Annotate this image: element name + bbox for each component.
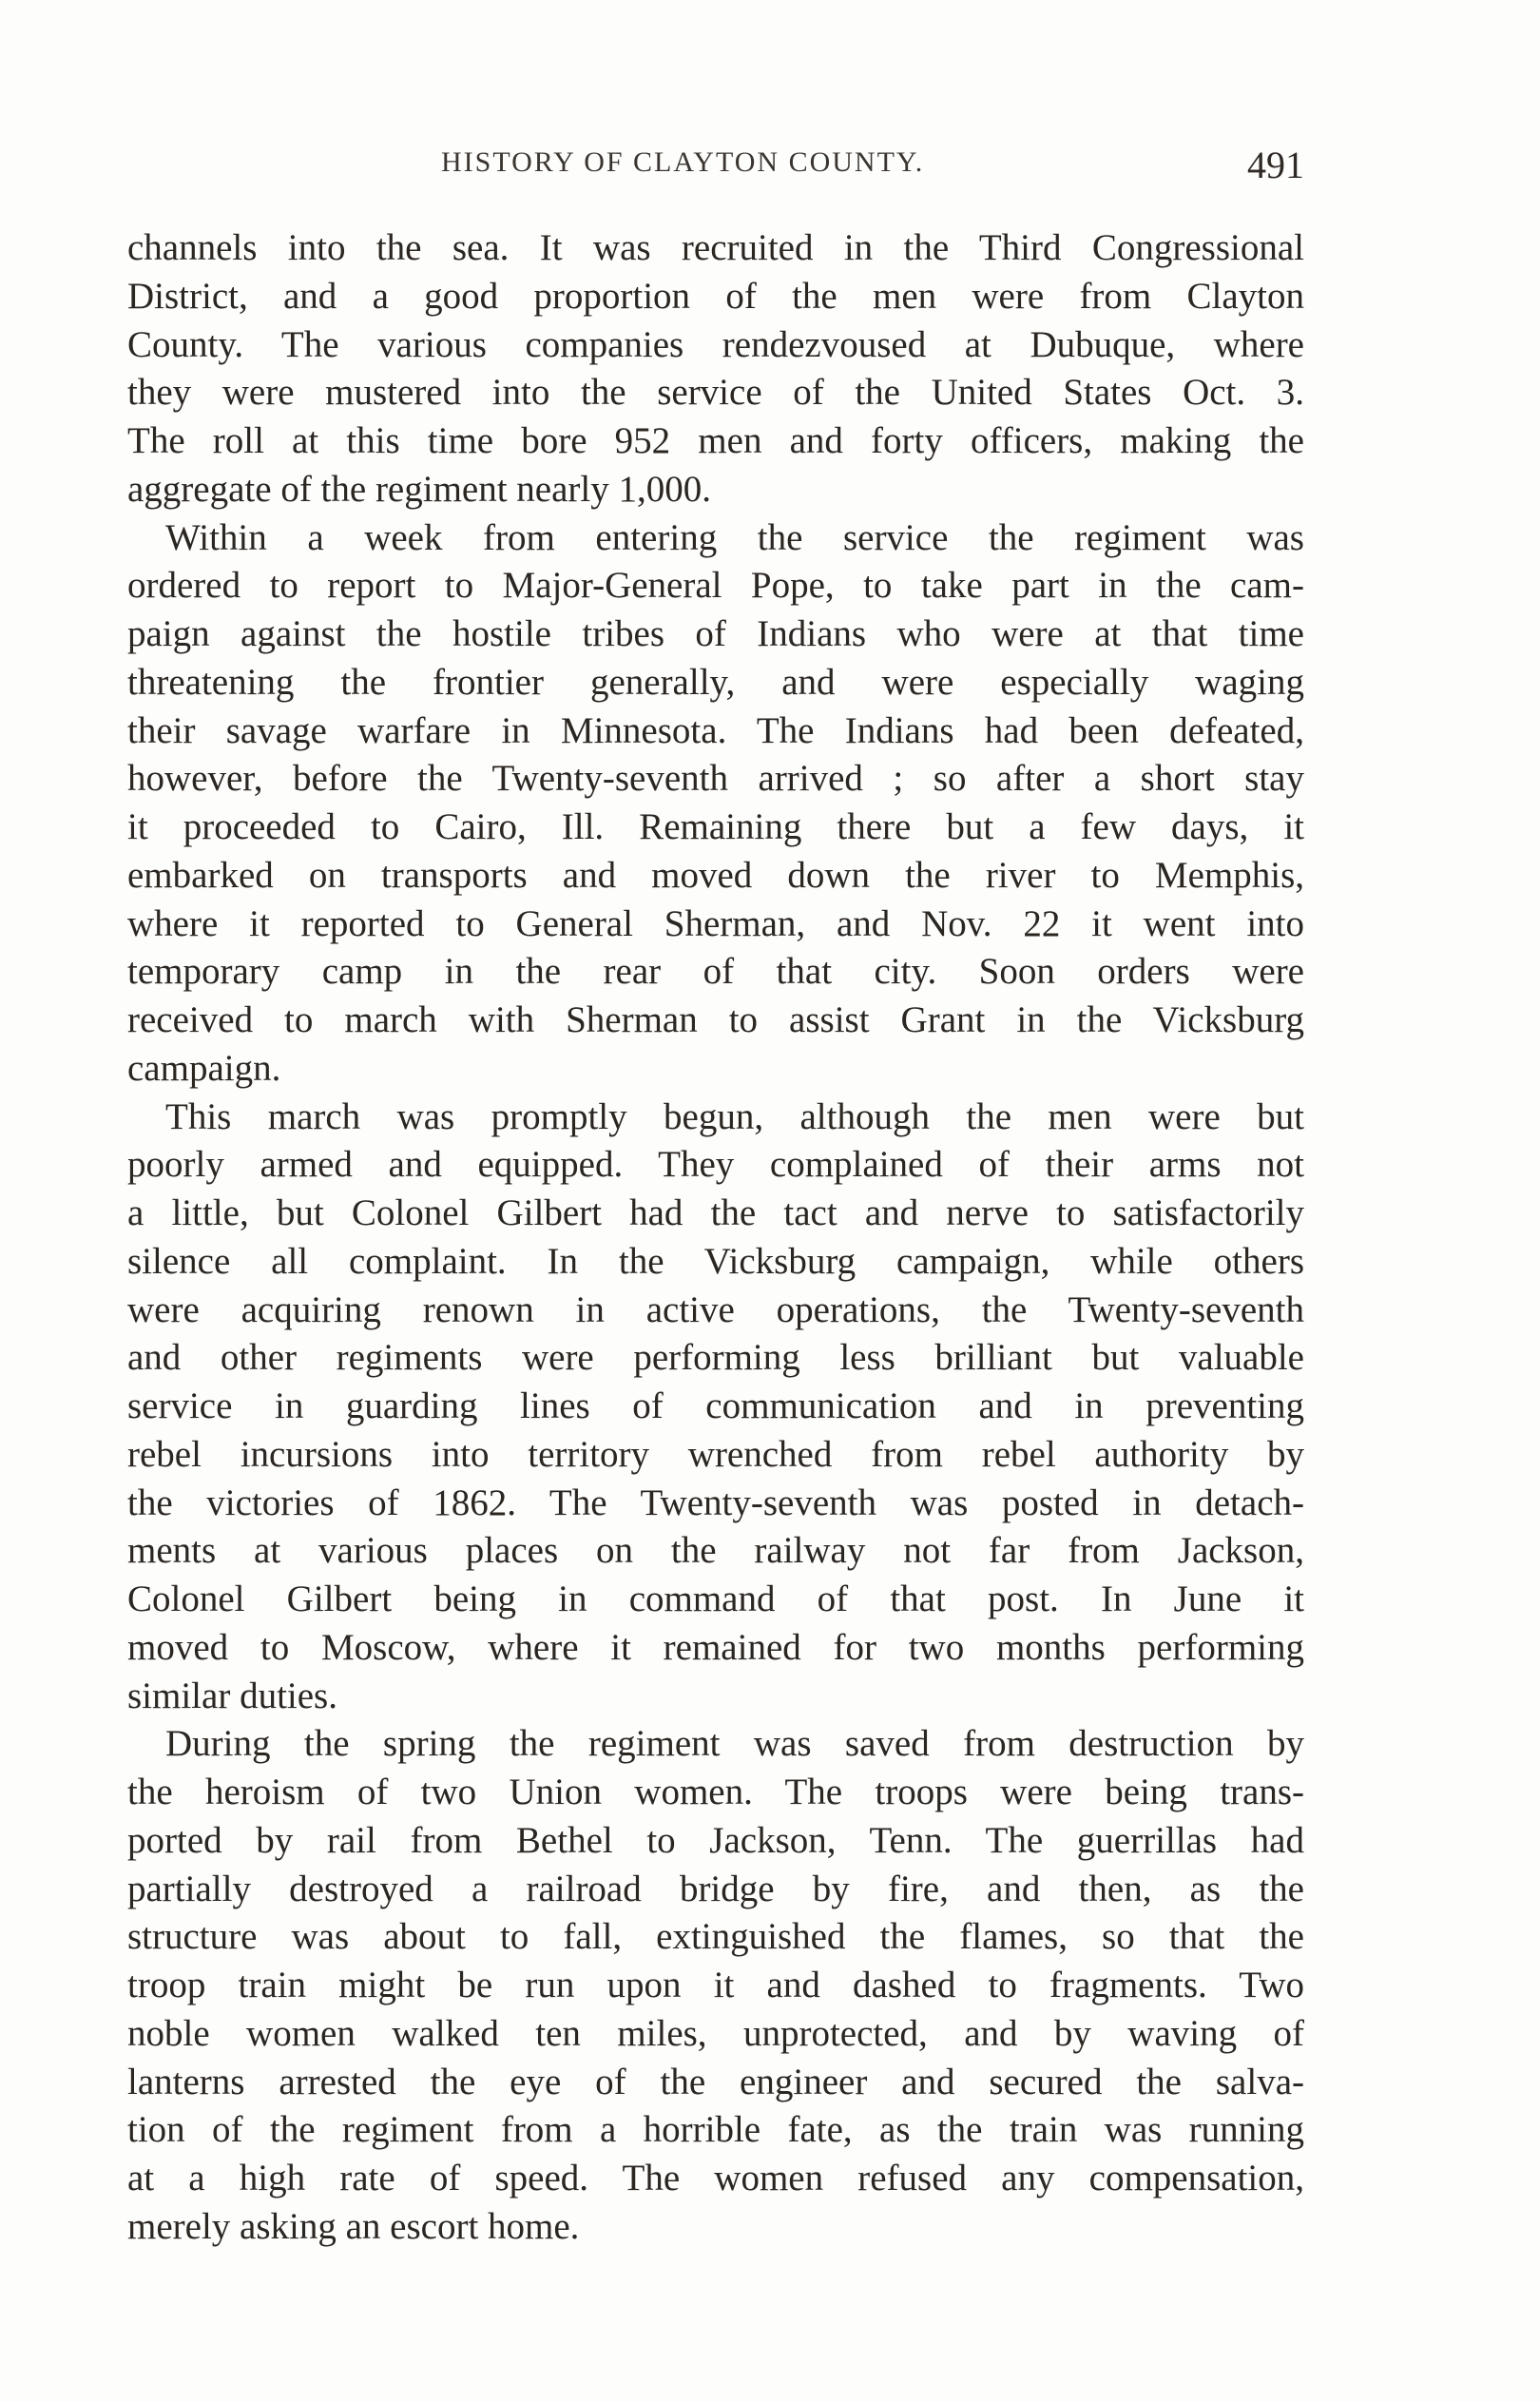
text-line: and other regiments were performing less brilliant but valuable <box>127 1337 1304 1379</box>
text-line: aggregate of the regiment nearly 1,000. <box>127 468 712 510</box>
body-text <box>127 224 1304 2252</box>
text-line: This march was promptly begun, although the men were but <box>165 1095 1304 1137</box>
text-line: ordered to report to Major-General Pope, to take part in the cam- <box>127 565 1304 607</box>
text-line: temporary camp in the rear of that city. Soon orders were <box>127 951 1304 993</box>
text-line: poorly armed and equipped. They complained of their arms not <box>127 1144 1304 1186</box>
text-line: During the spring the regiment was saved from destruction by <box>165 1723 1304 1765</box>
text-line: moved to Moscow, where it remained for two months performing <box>127 1626 1304 1668</box>
text-line: merely asking an escort home. <box>127 2205 580 2247</box>
text-line: ments at various places on the railway not far from Jackson, <box>127 1530 1304 1572</box>
text-line: silence all complaint. In the Vicksburg campaign, while others <box>127 1240 1304 1282</box>
text-line: campaign. <box>127 1047 281 1089</box>
text-line: a little, but Colonel Gilbert had the tact and nerve to satisfactorily <box>127 1192 1304 1233</box>
text-line: the victories of 1862. The Twenty-seventh was posted in detach- <box>127 1482 1304 1523</box>
text-line: County. The various companies rendezvoused at Dubuque, where <box>127 323 1304 365</box>
text-line: where it reported to General Sherman, and Nov. 22 it went into <box>127 902 1304 944</box>
page-header <box>127 143 1304 188</box>
text-line: ported by rail from Bethel to Jackson, Tenn. The guerrillas had <box>127 1819 1304 1861</box>
page-number: 491 <box>1247 144 1304 186</box>
text-line: embarked on transports and moved down the river to Memphis, <box>127 854 1304 896</box>
text-line: channels into the sea. It was recruited in the Third Congressional <box>127 227 1304 268</box>
text-line: received to march with Sherman to assist Grant in the Vicksburg <box>127 999 1304 1040</box>
text-line: however, before the Twenty-seventh arrived ; so after a short stay <box>127 758 1304 800</box>
text-line: District, and a good proportion of the men were from Clayton <box>127 275 1304 317</box>
text-line: tion of the regiment from a horrible fate, as the train was running <box>127 2109 1304 2151</box>
text-line: noble women walked ten miles, unprotected, and by waving of <box>127 2012 1304 2054</box>
text-line: service in guarding lines of communication and in preventing <box>127 1385 1304 1426</box>
text-line: partially destroyed a railroad bridge by fire, and then, as the <box>127 1868 1304 1909</box>
text-line: lanterns arrested the eye of the engineer and secured the salva- <box>127 2061 1304 2102</box>
text-line: were acquiring renown in active operations, the Twenty-seventh <box>127 1288 1304 1330</box>
text-line: structure was about to fall, extinguished the flames, so that the <box>127 1916 1304 1958</box>
text-line: Within a week from entering the service the regiment was <box>165 516 1304 558</box>
text-line: paign against the hostile tribes of Indians who were at that time <box>127 613 1304 654</box>
text-line: The roll at this time bore 952 men and forty officers, making the <box>127 420 1304 461</box>
text-line: the heroism of two Union women. The troops were being trans- <box>127 1772 1304 1812</box>
text-line: threatening the frontier generally, and were especially waging <box>127 661 1304 703</box>
text-line: it proceeded to Cairo, Ill. Remaining there but a few days, it <box>127 806 1304 847</box>
running-title: HISTORY OF CLAYTON COUNTY. <box>441 146 925 178</box>
text-line: troop train might be run upon it and dashed to fragments. Two <box>127 1965 1304 2005</box>
text-line: similar duties. <box>127 1675 337 1716</box>
text-line: rebel incursions into territory wrenched from rebel authority by <box>127 1433 1304 1475</box>
text-line: their savage warfare in Minnesota. The Indians had been defeated, <box>127 709 1304 751</box>
text-line: Colonel Gilbert being in command of that post. In June it <box>127 1579 1304 1619</box>
text-line: at a high rate of speed. The women refused any compensation, <box>127 2158 1304 2199</box>
text-line: they were mustered into the service of the United States Oct. 3. <box>127 372 1304 414</box>
